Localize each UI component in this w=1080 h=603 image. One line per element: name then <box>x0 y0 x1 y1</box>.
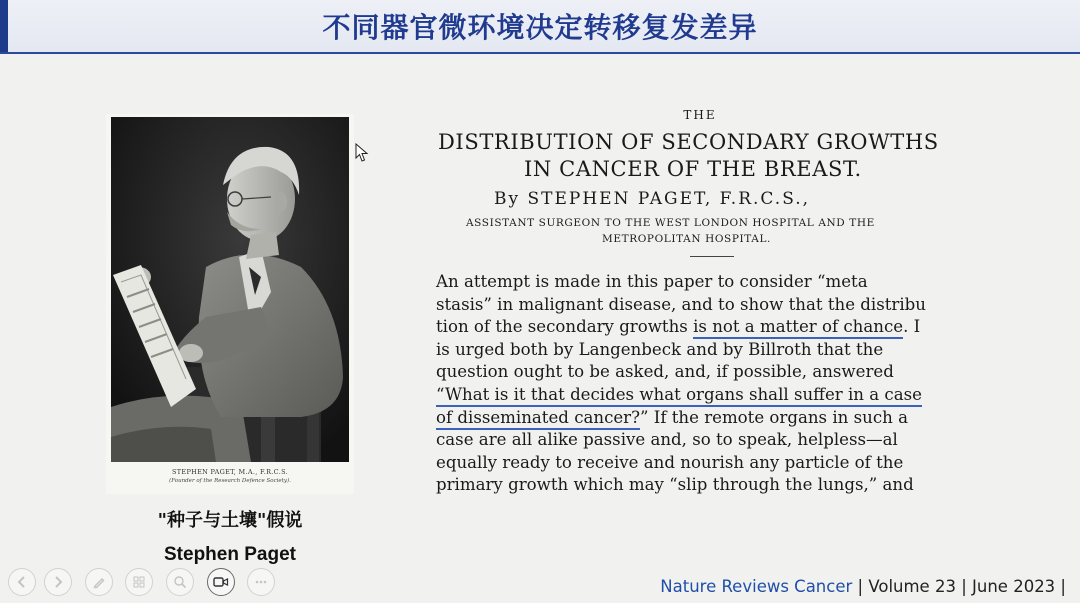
body-text: An attempt is made in this paper to consider “meta <box>436 272 868 291</box>
article-rule <box>690 256 734 257</box>
camera-toggle-button[interactable] <box>207 568 235 596</box>
article-body-line <box>436 361 926 384</box>
body-text: ” If the remote organs in such a <box>640 407 908 427</box>
article-affiliation-line1: ASSISTANT SURGEON TO THE WEST LONDON HOSPITAL AND THE <box>466 217 875 229</box>
next-slide-button[interactable] <box>44 568 72 596</box>
zoom-icon <box>173 575 187 589</box>
portrait-subcaption: (Founder of the Research Defence Society). <box>169 478 291 484</box>
body-text: primary growth which may “slip through the lungs,” and <box>436 475 914 495</box>
source-citation <box>660 577 1066 596</box>
citation-separator: | <box>1055 577 1066 596</box>
article-body-line <box>436 407 926 430</box>
pen-tool-button[interactable] <box>85 568 113 596</box>
article-body <box>436 271 926 497</box>
seed-and-soil-label: "种子与土壤"假说 <box>157 510 303 531</box>
body-text: tion of the secondary growths <box>436 317 694 337</box>
previous-slide-button[interactable] <box>8 568 36 596</box>
highlighted-question: “What is it that decides what organs shall suffer in a case <box>436 385 922 407</box>
slides-grid-icon <box>132 575 146 589</box>
citation-separator: | <box>852 577 869 596</box>
zoom-button[interactable] <box>166 568 194 596</box>
previous-arrow-icon <box>15 575 29 589</box>
highlighted-phrase: is not a matter of chance <box>693 317 903 339</box>
portrait-caption: STEPHEN PAGET, M.A., F.R.C.S. <box>172 468 288 476</box>
article-body-line <box>436 384 926 407</box>
journal-name: Nature Reviews Cancer <box>660 577 853 596</box>
header-divider <box>0 52 1080 54</box>
mouse-cursor-icon <box>355 143 369 163</box>
slide-title: 不同器官微环境决定转移复发差异 <box>322 11 758 44</box>
article-body-line <box>436 271 926 294</box>
more-options-icon <box>254 575 268 589</box>
video-camera-icon <box>213 576 229 588</box>
person-name: Stephen Paget <box>164 544 296 565</box>
next-arrow-icon <box>51 575 65 589</box>
article-body-line <box>436 316 926 339</box>
article-excerpt <box>420 100 950 500</box>
publication-date: June 2023 <box>972 577 1056 596</box>
article-body-line <box>436 452 926 475</box>
body-text: case are all alike passive and, so to speak, helpless—al <box>436 430 898 450</box>
article-the: THE <box>683 108 717 122</box>
article-affiliation-line2: METROPOLITAN HOSPITAL. <box>602 233 771 245</box>
body-text: equally ready to receive and nourish any particle of the <box>436 452 904 472</box>
portrait-illustration <box>111 117 349 462</box>
body-text: question ought to be asked, and, if possible, answered <box>436 362 894 382</box>
journal-volume: Volume 23 <box>868 577 956 596</box>
body-text: . I <box>903 317 921 337</box>
article-title-line2: IN CANCER OF THE BREAST. <box>524 157 862 181</box>
highlighted-question-end: of disseminated cancer? <box>436 408 640 430</box>
article-body-line <box>436 294 926 317</box>
article-body-line <box>436 339 926 362</box>
citation-separator: | <box>955 577 973 596</box>
pen-icon <box>92 575 106 589</box>
see-all-slides-button[interactable] <box>125 568 153 596</box>
body-text: stasis” in malignant disease, and to show that the distribu <box>436 294 926 314</box>
article-body-line <box>436 429 926 452</box>
article-body-line <box>436 474 926 497</box>
more-options-button[interactable] <box>247 568 275 596</box>
body-text: is urged both by Langenbeck and by Billroth that the <box>436 339 884 359</box>
article-title-line1: DISTRIBUTION OF SECONDARY GROWTHS <box>438 130 939 154</box>
article-byline: By STEPHEN PAGET, F.R.C.S., <box>494 189 811 209</box>
stephen-paget-portrait-photo <box>111 117 349 462</box>
